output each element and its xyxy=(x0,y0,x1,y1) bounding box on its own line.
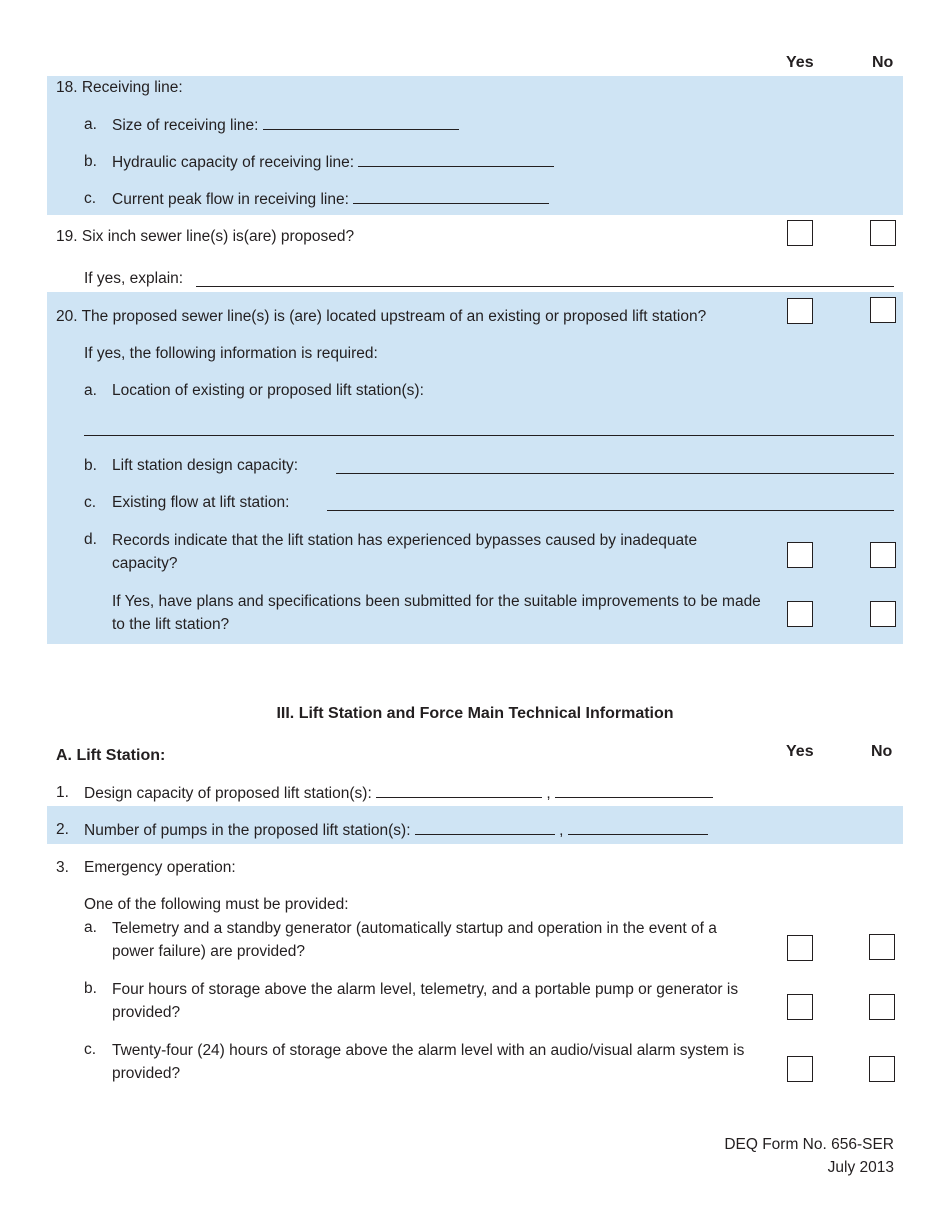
q2-separator: , xyxy=(559,822,564,839)
q20b-marker: b. xyxy=(84,457,97,474)
q20d-yes-checkbox[interactable] xyxy=(787,542,813,568)
q19-label: 19. Six inch sewer line(s) is(are) proposed? xyxy=(56,228,355,245)
q20-no-checkbox[interactable] xyxy=(870,297,896,323)
number-of-pumps-field-2[interactable] xyxy=(568,820,708,835)
q2-row xyxy=(84,820,708,841)
q1-label: Design capacity of proposed lift station(s): xyxy=(84,785,372,802)
q19-yes-checkbox[interactable] xyxy=(787,220,813,246)
current-peak-flow-field[interactable] xyxy=(353,189,549,204)
q20b-label: Lift station design capacity: xyxy=(112,457,299,474)
q1-separator: , xyxy=(546,785,551,802)
existing-flow-field[interactable] xyxy=(327,510,894,511)
lift-station-design-capacity-field[interactable] xyxy=(336,473,894,474)
q20-required: If yes, the following information is required: xyxy=(84,345,378,362)
q18b-row xyxy=(112,152,554,173)
q20e-yes-checkbox[interactable] xyxy=(787,601,813,627)
q20e-label: If Yes, have plans and specifications been submitted for the suitable improvements to be made to the lift station? xyxy=(112,593,761,633)
number-of-pumps-field-1[interactable] xyxy=(415,820,555,835)
q3a-marker: a. xyxy=(84,919,97,936)
q3-label: Emergency operation: xyxy=(84,859,236,876)
q1-row xyxy=(84,783,713,804)
q3a-label: Telemetry and a standby generator (automatically startup and operation in the event of a power failure) are provided? xyxy=(112,920,717,960)
q20a-marker: a. xyxy=(84,382,97,399)
q3a-yes-checkbox[interactable] xyxy=(787,935,813,961)
q3-intro: One of the following must be provided: xyxy=(84,896,349,913)
q2-marker: 2. xyxy=(56,821,69,838)
q20a-label: Location of existing or proposed lift station(s): xyxy=(112,382,424,399)
footer xyxy=(724,1133,894,1179)
q3c-label: Twenty-four (24) hours of storage above the alarm level with an audio/visual alarm system is provided? xyxy=(112,1042,745,1082)
hydraulic-capacity-field[interactable] xyxy=(358,152,554,167)
form-date: July 2013 xyxy=(827,1159,894,1176)
q3c-no-checkbox[interactable] xyxy=(869,1056,895,1082)
q20-label: 20. The proposed sewer line(s) is (are) located upstream of an existing or proposed lift station? xyxy=(56,308,707,325)
q18b-marker: b. xyxy=(84,153,97,170)
yes-header-2: Yes xyxy=(786,743,814,760)
q3-marker: 3. xyxy=(56,859,69,876)
q19-explain-label: If yes, explain: xyxy=(84,270,184,287)
q19-no-checkbox[interactable] xyxy=(870,220,896,246)
no-header-2: No xyxy=(871,743,893,760)
q18a-row xyxy=(112,115,459,136)
q18a-label: Size of receiving line: xyxy=(112,117,259,134)
q18c-marker: c. xyxy=(84,190,97,207)
q20d-no-checkbox[interactable] xyxy=(870,542,896,568)
q18b-label: Hydraulic capacity of receiving line: xyxy=(112,154,355,171)
lift-station-location-field[interactable] xyxy=(84,435,894,436)
q20-yes-checkbox[interactable] xyxy=(787,298,813,324)
q3b-marker: b. xyxy=(84,980,97,997)
design-capacity-field-1[interactable] xyxy=(376,783,542,798)
q2-label: Number of pumps in the proposed lift station(s): xyxy=(84,822,411,839)
receiving-line-size-field[interactable] xyxy=(263,115,459,130)
q18-label: 18. Receiving line: xyxy=(56,79,183,96)
q18a-marker: a. xyxy=(84,116,97,133)
q18c-label: Current peak flow in receiving line: xyxy=(112,191,349,208)
q20c-label: Existing flow at lift station: xyxy=(112,494,290,511)
q3c-yes-checkbox[interactable] xyxy=(787,1056,813,1082)
q3b-no-checkbox[interactable] xyxy=(869,994,895,1020)
q20c-marker: c. xyxy=(84,494,97,511)
yes-header: Yes xyxy=(786,54,814,71)
q3b-label: Four hours of storage above the alarm level, telemetry, and a portable pump or generator is provided? xyxy=(112,981,739,1021)
q3a-no-checkbox[interactable] xyxy=(869,934,895,960)
q18c-row xyxy=(112,189,549,210)
q1-marker: 1. xyxy=(56,784,69,801)
section-3-title: III. Lift Station and Force Main Technical Information xyxy=(276,705,674,722)
design-capacity-field-2[interactable] xyxy=(555,783,713,798)
q3b-yes-checkbox[interactable] xyxy=(787,994,813,1020)
q3c-marker: c. xyxy=(84,1041,97,1058)
no-header: No xyxy=(872,54,894,71)
q20d-label: Records indicate that the lift station has experienced bypasses caused by inadequate capacity? xyxy=(112,532,698,572)
q20e-no-checkbox[interactable] xyxy=(870,601,896,627)
section-a-title: A. Lift Station: xyxy=(56,747,166,764)
q19-explain-field[interactable] xyxy=(196,286,894,287)
q20d-marker: d. xyxy=(84,531,97,548)
form-number: DEQ Form No. 656-SER xyxy=(724,1136,894,1153)
